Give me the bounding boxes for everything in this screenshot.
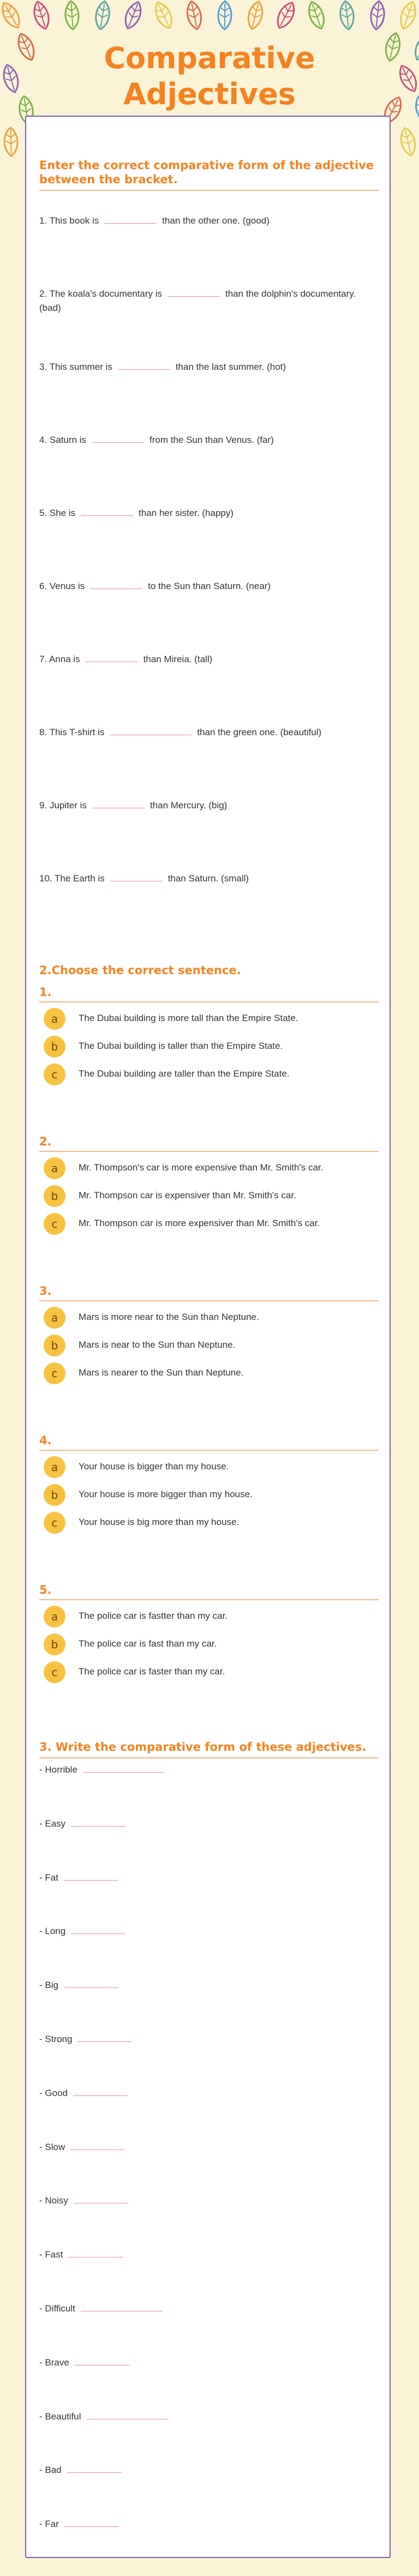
adjective-label: - Brave	[39, 2357, 69, 2368]
leaf-decoration	[15, 31, 38, 62]
option-text: Your house is bigger than my house.	[79, 1461, 229, 1472]
leaf-decoration	[122, 0, 145, 31]
leaf-decoration	[306, 0, 327, 31]
leaf-decoration	[411, 31, 419, 62]
leaf-decoration	[152, 0, 176, 31]
question-number-1: 1.	[39, 985, 379, 1002]
option-letter-badge[interactable]: c	[44, 1362, 65, 1384]
leaf-decoration	[185, 0, 203, 31]
leaf-decoration	[4, 128, 18, 157]
question-text-after: than the last summer. (hot)	[175, 362, 286, 372]
option-letter-badge[interactable]: b	[44, 1484, 65, 1506]
adjective-item	[39, 1817, 131, 1831]
section1-heading: Enter the correct comparative form of the adjective between the bracket.	[39, 158, 379, 191]
leaf-decoration	[64, 1, 80, 30]
option-text: Mr. Thompson car is expensiver than Mr. Smith's car.	[79, 1190, 296, 1200]
question-number-2: 2.	[39, 1134, 379, 1152]
option-text: Mars is nearer to the Sun than Neptune.	[79, 1367, 244, 1378]
option-text: Mr. Thompson car is more expensiver than Mr. Smith's car.	[79, 1218, 320, 1228]
option-letter-badge[interactable]: a	[44, 1157, 65, 1179]
option-letter-badge[interactable]: b	[44, 1185, 65, 1207]
answer-blank[interactable]	[64, 1872, 118, 1881]
adjective-label: - Horrible	[39, 1764, 77, 1775]
question-text-before: 5. She is	[39, 508, 76, 518]
option-letter-badge[interactable]: a	[44, 1008, 65, 1030]
adjective-label: - Fast	[39, 2249, 63, 2260]
leaf-decoration	[274, 0, 298, 31]
adjective-label: - Difficult	[39, 2303, 75, 2314]
option-letter-badge[interactable]: c	[44, 1661, 65, 1683]
answer-blank[interactable]	[73, 2088, 128, 2096]
answer-blank[interactable]	[64, 1980, 118, 1988]
adjective-label: - Long	[39, 1926, 66, 1937]
option-letter-badge[interactable]: b	[44, 1335, 65, 1356]
adjective-item	[39, 2463, 127, 2477]
answer-blank[interactable]	[68, 2249, 123, 2257]
question-text-after: than her sister. (happy)	[139, 508, 234, 518]
option-b[interactable]	[44, 1185, 349, 1207]
question-text-after: than the other one. (good)	[162, 215, 270, 226]
answer-blank[interactable]	[70, 2142, 125, 2150]
answer-blank[interactable]	[71, 1926, 125, 1934]
answer-blank[interactable]	[90, 581, 142, 589]
option-letter-badge[interactable]: c	[44, 1213, 65, 1235]
adjective-label: - Bad	[39, 2465, 62, 2476]
option-letter-badge[interactable]: b	[44, 1036, 65, 1058]
leaf-decoration	[1, 63, 21, 94]
option-b[interactable]	[44, 1484, 349, 1506]
adjective-label: - Beautiful	[39, 2411, 81, 2422]
option-text: The police car is faster than my car.	[79, 1666, 225, 1677]
leaf-decoration	[396, 63, 419, 94]
option-text: The Dubai building is taller than the Empire State.	[79, 1041, 283, 1051]
adjective-label: - Easy	[39, 1818, 66, 1829]
adjective-label: - Good	[39, 2087, 68, 2098]
question-text-before: 8. This T-shirt is	[39, 727, 105, 737]
option-c[interactable]	[44, 1512, 349, 1534]
adjective-item	[39, 2032, 137, 2046]
answer-blank[interactable]	[110, 727, 191, 735]
answer-blank[interactable]	[87, 2411, 169, 2419]
question-text-before: 7. Anna is	[39, 654, 80, 664]
leaf-decoration	[0, 0, 23, 31]
option-text: The Dubai building are taller than the Empire State.	[79, 1068, 290, 1079]
option-b[interactable]	[44, 1335, 349, 1356]
leaf-decoration	[383, 32, 402, 62]
option-text: Your house is more bigger than my house.	[79, 1489, 253, 1499]
question-number-5: 5.	[39, 1583, 379, 1600]
answer-blank[interactable]	[77, 2034, 132, 2042]
option-text: The police car is fastter than my car.	[79, 1611, 228, 1621]
question-number-3: 3.	[39, 1284, 379, 1301]
option-text: Your house is big more than my house.	[79, 1517, 240, 1527]
option-a[interactable]	[44, 1606, 349, 1628]
adjective-label: - Strong	[39, 2034, 73, 2044]
adjective-item	[39, 1924, 131, 1938]
question-text-after: than Mireia. (tall)	[143, 654, 213, 664]
answer-blank[interactable]	[104, 215, 157, 224]
option-text: The Dubai building is more tall than the Empire State.	[79, 1013, 298, 1023]
option-b[interactable]	[44, 1634, 349, 1655]
section2-heading: 2.Choose the correct sentence.	[39, 964, 241, 977]
question-text-after: than the dolphin's documentary. (bad)	[39, 289, 356, 313]
question-2	[39, 287, 367, 315]
leaf-decoration	[412, 94, 419, 125]
adjective-item	[39, 1871, 124, 1885]
option-letter-badge[interactable]: c	[44, 1064, 65, 1085]
option-a[interactable]	[44, 1157, 349, 1179]
option-letter-badge[interactable]: a	[44, 1307, 65, 1329]
worksheet-sheet	[25, 116, 391, 2558]
adjective-label: - Slow	[39, 2141, 65, 2152]
option-a[interactable]	[44, 1456, 349, 1478]
question-text-after: to the Sun than Saturn. (near)	[148, 581, 271, 591]
question-4	[39, 433, 367, 447]
option-text: Mars is more near to the Sun than Neptune.	[79, 1312, 259, 1322]
adjective-label: - Fat	[39, 1872, 58, 1883]
leaf-decoration	[397, 0, 419, 31]
answer-blank[interactable]	[71, 1818, 125, 1827]
option-text: Mars is near to the Sun than Neptune.	[79, 1340, 236, 1350]
adjective-item	[39, 2302, 168, 2316]
option-c[interactable]	[44, 1362, 349, 1384]
option-a[interactable]	[44, 1307, 349, 1329]
page-title: Comparative Adjectives	[104, 41, 315, 111]
answer-blank[interactable]	[83, 1764, 165, 1773]
answer-blank[interactable]	[64, 2519, 119, 2527]
question-10	[39, 872, 367, 886]
answer-blank[interactable]	[167, 289, 220, 297]
question-1	[39, 214, 367, 228]
question-8	[39, 725, 367, 740]
title-banner	[44, 37, 375, 119]
adjective-item	[39, 2410, 174, 2424]
answer-blank[interactable]	[75, 2357, 129, 2365]
answer-blank[interactable]	[92, 435, 144, 443]
adjective-label: - Big	[39, 1980, 58, 1991]
option-a[interactable]	[44, 1008, 349, 1030]
question-number-4: 4.	[39, 1433, 379, 1451]
adjective-item	[39, 2517, 124, 2531]
leaf-decoration	[339, 1, 355, 31]
leaf-decoration	[369, 1, 385, 30]
question-text-after: from the Sun than Venus. (far)	[149, 435, 274, 445]
answer-blank[interactable]	[92, 800, 145, 808]
adjective-label: - Far	[39, 2519, 59, 2530]
option-c[interactable]	[44, 1661, 349, 1683]
option-letter-badge[interactable]: a	[44, 1606, 65, 1628]
answer-blank[interactable]	[81, 508, 133, 516]
leaf-decoration	[94, 0, 111, 30]
adjective-item	[39, 1978, 124, 1992]
question-text-before: 1. This book is	[39, 215, 99, 226]
option-letter-badge[interactable]: c	[44, 1512, 65, 1534]
option-text: The police car is fast than my car.	[79, 1638, 217, 1649]
question-9	[39, 798, 367, 813]
answer-blank[interactable]	[118, 362, 170, 370]
adjective-item	[39, 1763, 170, 1777]
question-text-before: 10. The Earth is	[39, 873, 105, 884]
question-5	[39, 506, 367, 520]
answer-blank[interactable]	[86, 654, 138, 662]
option-letter-badge[interactable]: b	[44, 1634, 65, 1655]
question-text-before: 4. Saturn is	[39, 435, 86, 445]
question-text-after: than Mercury. (big)	[149, 800, 228, 810]
answer-blank[interactable]	[81, 2303, 163, 2311]
option-c[interactable]	[44, 1213, 349, 1235]
answer-blank[interactable]	[74, 2195, 128, 2203]
question-3	[39, 360, 367, 374]
question-text-before: 2. The koala's documentary is	[39, 289, 162, 299]
answer-blank[interactable]	[110, 873, 163, 881]
question-text-after: than the green one. (beautiful)	[197, 727, 322, 737]
adjective-item	[39, 2086, 133, 2100]
option-c[interactable]	[44, 1064, 349, 1085]
question-7	[39, 652, 367, 666]
option-b[interactable]	[44, 1036, 349, 1058]
leaf-decoration	[218, 1, 232, 29]
section3-heading: 3. Write the comparative form of these adjectives.	[39, 1740, 379, 1758]
leaf-decoration	[31, 0, 52, 31]
question-6	[39, 579, 367, 593]
question-text-before: 6. Venus is	[39, 581, 85, 591]
adjective-label: - Noisy	[39, 2195, 68, 2206]
adjective-item	[39, 2194, 134, 2208]
leaf-decoration	[398, 127, 417, 157]
question-text-after: than Saturn. (small)	[167, 873, 249, 884]
question-text-before: 9. Jupiter is	[39, 800, 87, 810]
answer-blank[interactable]	[67, 2465, 122, 2473]
option-letter-badge[interactable]: a	[44, 1456, 65, 1478]
question-text-before: 3. This summer is	[39, 362, 112, 372]
adjective-item	[39, 2248, 128, 2262]
adjective-item	[39, 2356, 135, 2370]
leaf-decoration	[246, 0, 265, 31]
option-text: Mr. Thompson's car is more expensive than Mr. Smith's car.	[79, 1162, 324, 1173]
adjective-item	[39, 2140, 130, 2154]
